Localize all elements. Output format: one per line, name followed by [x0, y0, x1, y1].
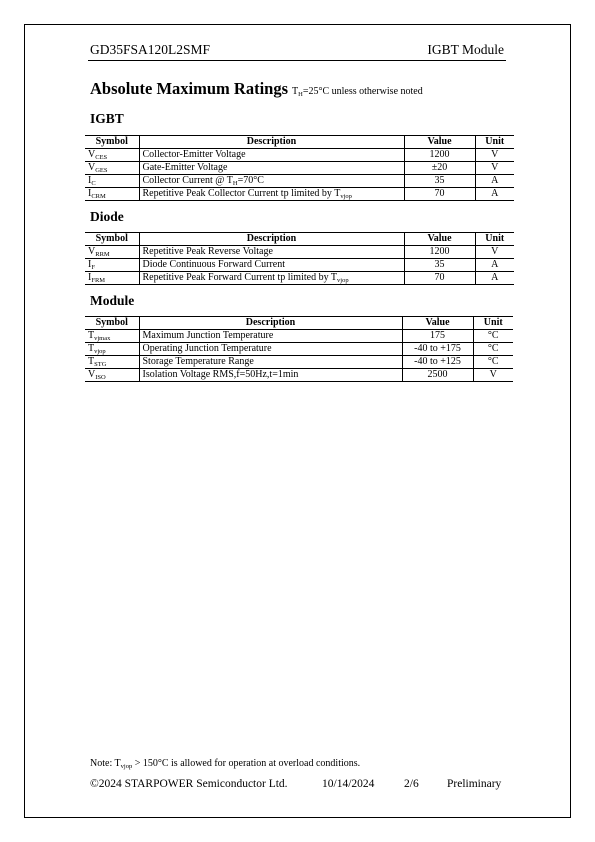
description-cell: Storage Temperature Range — [139, 356, 402, 369]
description-cell: Diode Continuous Forward Current — [139, 259, 404, 272]
value-cell: 35 — [404, 259, 475, 272]
table-row — [85, 246, 514, 259]
footer-page-number: 2/6 — [404, 778, 419, 790]
unit-cell: V — [473, 369, 513, 382]
description-cell: Isolation Voltage RMS,f=50Hz,t=1min — [139, 369, 402, 382]
description-cell: Repetitive Peak Forward Current tp limited by $T_{vjop}$ — [139, 272, 404, 285]
unit-cell: A — [475, 175, 514, 188]
unit-cell: °C — [473, 356, 513, 369]
table-row — [85, 149, 514, 162]
col-unit: Unit — [475, 136, 514, 149]
col-symbol: Symbol — [85, 317, 139, 330]
unit-cell: °C — [473, 330, 513, 343]
table-row — [85, 175, 514, 188]
table-row — [85, 343, 513, 356]
table-row — [85, 330, 513, 343]
value-cell: ±20 — [404, 162, 475, 175]
value-cell: 35 — [404, 175, 475, 188]
value-cell: 70 — [404, 188, 475, 201]
footer-date: 10/14/2024 — [322, 778, 375, 790]
unit-cell: A — [475, 259, 514, 272]
unit-cell: A — [475, 188, 514, 201]
table-row — [85, 162, 514, 175]
table-row — [85, 272, 514, 285]
col-description: Description — [139, 317, 402, 330]
section-heading-module: Module — [90, 293, 135, 308]
section-heading-igbt: IGBT — [90, 111, 124, 126]
description-cell: Collector Current @ $T_H=70^\circ C$ — [139, 175, 404, 188]
unit-cell: V — [475, 246, 514, 259]
description-cell: Repetitive Peak Reverse Voltage — [139, 246, 404, 259]
value-cell: 2500 — [402, 369, 473, 382]
col-description: Description — [139, 136, 404, 149]
unit-cell: A — [475, 272, 514, 285]
description-cell: Gate-Emitter Voltage — [139, 162, 404, 175]
value-cell: -40 to +175 — [402, 343, 473, 356]
col-unit: Unit — [475, 233, 514, 246]
value-cell: 175 — [402, 330, 473, 343]
value-cell: 70 — [404, 272, 475, 285]
footer-copyright: ©2024 STARPOWER Semiconductor Ltd. — [90, 778, 288, 790]
igbt-table — [85, 135, 514, 201]
page-title — [90, 79, 423, 99]
symbol-cell: $I_{FRM}$ — [85, 272, 139, 285]
description-cell: Repetitive Peak Collector Current tp limited by $T_{vjop}$ — [139, 188, 404, 201]
symbol-cell: $T_{vjop}$ — [85, 343, 139, 356]
symbol-cell: $V_{GES}$ — [85, 162, 139, 175]
col-symbol: Symbol — [85, 233, 139, 246]
value-cell: 1200 — [404, 149, 475, 162]
col-unit: Unit — [473, 317, 513, 330]
unit-cell: V — [475, 149, 514, 162]
header-divider — [88, 60, 506, 61]
symbol-cell: $I_C$ — [85, 175, 139, 188]
value-cell: 1200 — [404, 246, 475, 259]
table-row — [85, 259, 514, 272]
symbol-cell: $I_{CRM}$ — [85, 188, 139, 201]
symbol-cell: $I_F$ — [85, 259, 139, 272]
value-cell: -40 to +125 — [402, 356, 473, 369]
col-value: Value — [404, 136, 475, 149]
table-row — [85, 188, 514, 201]
description-cell: Maximum Junction Temperature — [139, 330, 402, 343]
unit-cell: V — [475, 162, 514, 175]
col-symbol: Symbol — [85, 136, 139, 149]
product-type: IGBT Module — [427, 42, 504, 57]
module-table — [85, 316, 513, 382]
symbol-cell: $T_{vjmax}$ — [85, 330, 139, 343]
table-row — [85, 369, 513, 382]
table-row — [85, 356, 513, 369]
overload-note: Note: $T_{vjop} > 150^\circ C$ is allowed for operation at overload conditions. — [90, 758, 361, 770]
symbol-cell: $V_{RRM}$ — [85, 246, 139, 259]
col-value: Value — [402, 317, 473, 330]
part-number: GD35FSA120L2SMF — [90, 42, 211, 57]
diode-table — [85, 232, 514, 285]
description-cell: Operating Junction Temperature — [139, 343, 402, 356]
symbol-cell: $T_{STG}$ — [85, 356, 139, 369]
section-heading-diode: Diode — [90, 209, 124, 224]
symbol-cell: $V_{ISO}$ — [85, 369, 139, 382]
symbol-cell: $V_{CES}$ — [85, 149, 139, 162]
footer-status: Preliminary — [447, 778, 502, 790]
col-description: Description — [139, 233, 404, 246]
title-main: Absolute Maximum Ratings — [90, 79, 289, 98]
title-condition: $T_H=25^\circ C$ unless otherwise noted — [292, 86, 423, 98]
col-value: Value — [404, 233, 475, 246]
unit-cell: °C — [473, 343, 513, 356]
description-cell: Collector-Emitter Voltage — [139, 149, 404, 162]
